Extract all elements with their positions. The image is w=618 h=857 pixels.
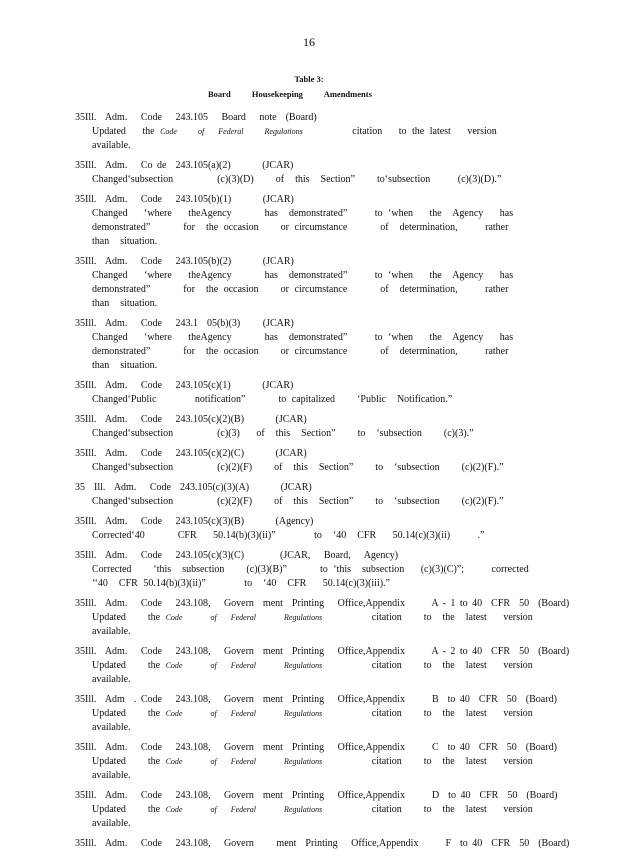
amendment-entry [75,481,537,509]
amendment-citation: 35Ill. Adm. Code 243.108, Govern ment Printing Office,Appendix C to 40 CFR 50 (Board) [75,742,557,753]
description-prefix: Updated the [92,126,161,137]
amendment-citation: 35 Ill. Adm. Code 243.105(c)(3)(A) (JCAR) [75,482,312,493]
amendment-list [75,111,570,857]
description-suffix: citation to the latest version available. [92,804,550,829]
amendment-entry [75,447,537,475]
amendment-citation: 35Ill. Adm. Code 243.105(c)(3)(C) (JCAR, Board, Agency) [75,550,399,561]
amendment-description [92,803,550,831]
amendment-description: Changed ‘where theAgency has demonstrated” to ‘when the Agency has demonstrated” for the occasion or circumstance of determination, rather than situation. [92,208,525,247]
table-subtitle: Board Housekeeping Amendments [208,89,372,99]
amendment-description: Corrected ‘this subsection (c)(3)(B)” to ‘this subsection (c)(3)(C)”; corrected ‘‘40 CFR 50.14(b)(3)(ii)” to ‘40 CFR 50.14(c)(3)(iii).” [92,564,557,589]
cfr-title: Code of Federal Regulations [160,127,303,136]
amendment-description: Changed‘Public notification” to capitalized ‘Public Notification.” [92,394,453,405]
amendment-entry [75,549,557,591]
amendment-description: Corrected‘40 CFR 50.14(b)(3)(ii)” to ‘40 CFR 50.14(c)(3)(ii) .” [92,530,485,541]
page-number: 16 [303,35,315,49]
cfr-title: Code of Federal Regulations [165,613,323,622]
amendment-citation: 35Ill. Adm. Code 243.108, Govern ment Printing Office,Appendix A - 2 to 40 CFR 50 (Board) [75,646,570,657]
amendment-description: Changed‘subsection (c)(3) of this Section” to ‘subsection (c)(3).” [92,428,474,439]
amendment-entry [75,379,537,407]
cfr-title: Code of Federal Regulations [165,757,323,766]
amendment-citation: 35Ill. Adm. Co de 243.105(a)(2) (JCAR) [75,160,294,171]
cfr-title: Code of Federal Regulations [165,709,323,718]
amendment-entry [75,515,537,543]
description-prefix: Updated the [92,804,166,815]
amendment-entry [75,159,537,187]
amendment-citation: 35Ill. Adm. Code 243.105 Board note (Board) [75,112,317,123]
amendment-citation: 35Ill. Adm. Code 243.108, Govern ment Printing Office,Appendix F to 40 CFR 50 (Board) [75,838,570,849]
amendment-description: Changed ‘where theAgency has demonstrated” to ‘when the Agency has demonstrated” for the occasion or circumstance of determination, rather than situation. [92,270,525,309]
amendment-description [92,125,537,153]
amendment-description [92,707,550,735]
amendment-entry [75,693,557,735]
description-prefix: Updated the [92,708,166,719]
amendment-description [92,659,550,687]
amendment-entry [75,597,570,639]
amendment-description [92,611,550,639]
description-suffix: citation to the latest version available. [92,708,550,733]
amendment-entry [75,317,537,373]
amendment-citation: 35Ill. Adm. Code 243.105(c)(3)(B) (Agency) [75,516,314,527]
description-prefix: Updated the [92,612,166,623]
amendment-citation: 35Ill. Adm . Code 243.108, Govern ment Printing Office,Appendix B to 40 CFR 50 (Board) [75,694,557,705]
amendment-entry [75,193,537,249]
amendment-citation: 35Ill. Adm. Code 243.105(c)(1) (JCAR) [75,380,294,391]
amendment-citation: 35Ill. Adm. Code 243.108, Govern ment Printing Office,Appendix D to 40 CFR 50 (Board) [75,790,558,801]
cfr-title: Code of Federal Regulations [165,805,323,814]
amendment-entry [75,837,570,851]
amendment-description: Changed‘subsection (c)(2)(F) of this Section” to ‘subsection (c)(2)(F).” [92,496,504,507]
description-suffix: citation to the latest version available. [92,126,514,151]
amendment-entry [75,255,537,311]
description-suffix: citation to the latest version available. [92,756,550,781]
amendment-entry [75,413,537,441]
amendment-citation: 35Ill. Adm. Code 243.105(b)(2) (JCAR) [75,256,294,267]
amendment-entry [75,111,537,153]
description-prefix: Updated the [92,660,166,671]
amendment-citation: 35Ill. Adm. Code 243.105(c)(2)(B) (JCAR) [75,414,307,425]
cfr-title: Code of Federal Regulations [165,661,323,670]
amendment-citation: 35Ill. Adm. Code 243.105(b)(1) (JCAR) [75,194,294,205]
amendment-citation: 35Ill. Adm. Code 243.105(c)(2)(C) (JCAR) [75,448,307,459]
amendment-description [92,755,550,783]
amendment-entry [75,741,557,783]
amendment-description: Changed‘subsection (c)(3)(D) of this Section” to‘subsection (c)(3)(D).” [92,174,502,185]
amendment-description: Changed‘subsection (c)(2)(F) of this Section” to ‘subsection (c)(2)(F).” [92,462,504,473]
amendment-description: Changed ‘where theAgency has demonstrated” to ‘when the Agency has demonstrated” for the occasion or circumstance of determination, rather than situation. [92,332,525,371]
description-suffix: citation to the latest version available. [92,612,550,637]
amendment-citation: 35Ill. Adm. Code 243.108, Govern ment Printing Office,Appendix A - 1 to 40 CFR 50 (Board) [75,598,570,609]
amendment-entry [75,645,570,687]
amendment-entry [75,789,558,831]
description-suffix: citation to the latest version available. [92,660,550,685]
table-title: Table 3: [294,74,324,84]
amendment-citation: 35Ill. Adm. Code 243.1 05(b)(3) (JCAR) [75,318,294,329]
description-prefix: Updated the [92,756,166,767]
